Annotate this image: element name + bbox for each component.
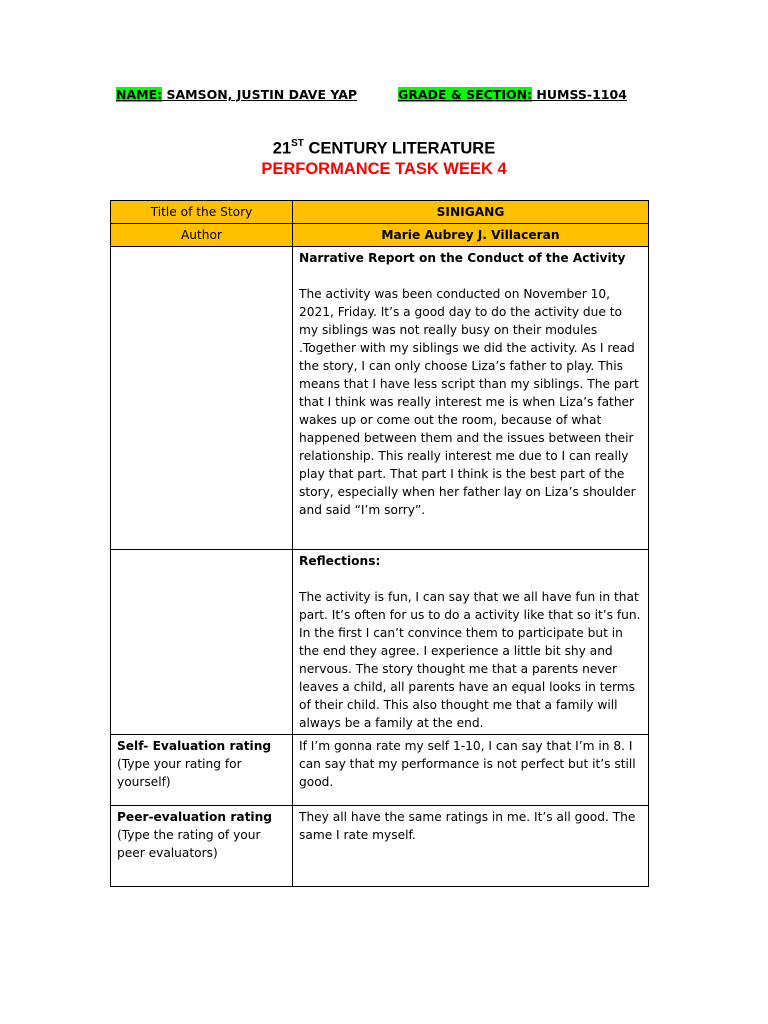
name-label: NAME:	[116, 87, 163, 102]
narrative-heading: Narrative Report on the Conduct of the Activity	[299, 251, 626, 265]
story-title-label: Title of the Story	[111, 201, 293, 224]
story-title-row	[111, 201, 649, 224]
self-evaluation-hint: (Type your rating for yourself)	[117, 757, 242, 789]
peer-evaluation-row	[111, 806, 649, 887]
narrative-row	[111, 247, 649, 550]
grade-label: GRADE & SECTION:	[398, 87, 533, 102]
narrative-body: The activity was been conducted on November 10, 2021, Friday. It’s a good day to do the activity due to my siblings was not really busy on their modules .Together with my siblings we did the activity. As I read the story, I can only choose Liza’s father to play. This means that I have less script than my siblings. The part that I think was really interest me is when Liza’s father wakes up or come out the room, because of what happened between them and the issues between their relationship. This really interest me due to I can really play that part. That part I think is the best part of the story, especially when her father lay on Liza’s shoulder and said “I’m sorry”.	[299, 287, 639, 517]
title-century-number: 21	[272, 139, 292, 158]
peer-evaluation-label-cell	[111, 806, 293, 887]
author-row	[111, 224, 649, 247]
self-evaluation-row	[111, 735, 649, 806]
performance-task-table	[110, 200, 649, 887]
reflections-heading: Reflections:	[299, 554, 381, 568]
student-name-line	[116, 87, 357, 102]
peer-evaluation-value: They all have the same ratings in me. It’s all good. The same I rate myself.	[293, 806, 649, 887]
student-name: SAMSON, JUSTIN DAVE YAP	[162, 87, 358, 102]
peer-evaluation-label: Peer-evaluation rating	[117, 810, 272, 824]
story-title-value: SINIGANG	[293, 201, 649, 224]
title-century-suffix: ST	[291, 138, 304, 149]
author-value: Marie Aubrey J. Villaceran	[293, 224, 649, 247]
author-label: Author	[111, 224, 293, 247]
reflections-body: The activity is fun, I can say that we all have fun in that part. It’s often for us to do a activity like that so it’s fun. In the first I can’t convince them to participate but in the end they agree. I experience a little bit shy and nervous. The story thought me that a parents never leaves a child, all parents have an equal looks in terms of their child. This also thought me that a family will always be a family at the end.	[299, 590, 641, 730]
narrative-cell	[293, 247, 649, 550]
self-evaluation-label-cell	[111, 735, 293, 806]
grade-section: HUMSS-1104	[532, 87, 627, 102]
reflections-cell	[293, 550, 649, 735]
reflections-row	[111, 550, 649, 735]
peer-evaluation-hint: (Type the rating of your peer evaluators)	[117, 828, 261, 860]
self-evaluation-label: Self- Evaluation rating	[117, 739, 272, 753]
grade-section-line	[398, 87, 627, 102]
self-evaluation-value: If I’m gonna rate my self 1-10, I can say that I’m in 8. I can say that my performance is not perfect but it’s still good.	[293, 735, 649, 806]
reflections-empty-cell	[111, 550, 293, 735]
document-title	[0, 139, 768, 159]
narrative-empty-cell	[111, 247, 293, 550]
document-subtitle: PERFORMANCE TASK WEEK 4	[261, 160, 507, 178]
title-course: CENTURY LITERATURE	[303, 139, 496, 158]
